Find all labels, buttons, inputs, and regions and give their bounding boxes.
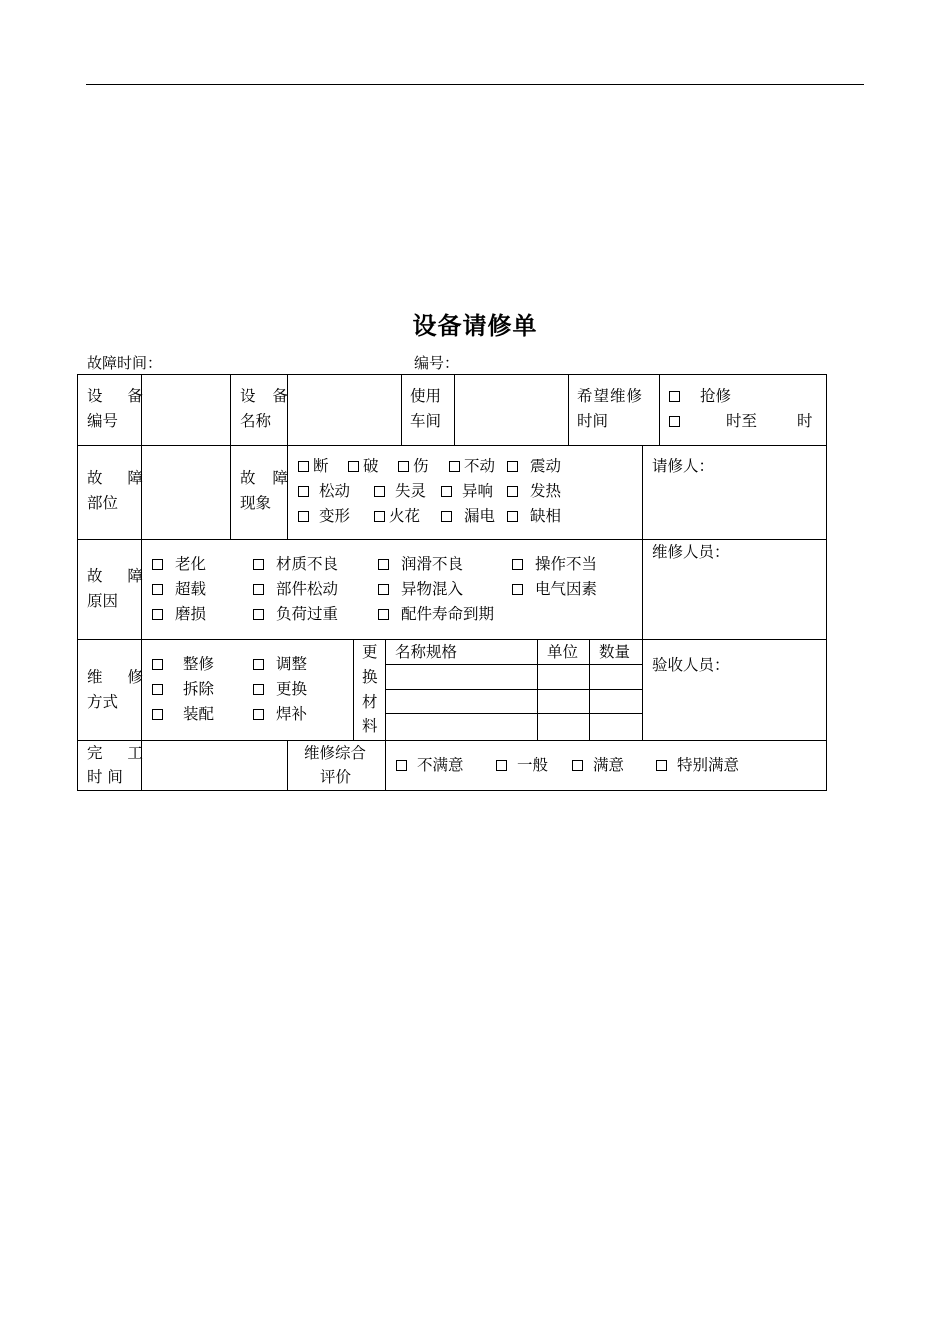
checkbox-icon[interactable] xyxy=(253,559,264,570)
checkbox-icon[interactable] xyxy=(507,511,518,522)
equip-name-label-2: 名称 xyxy=(240,412,272,430)
workshop-label-2: 车间 xyxy=(410,412,442,430)
phenomenon-option[interactable]: 伤 xyxy=(398,454,429,479)
requester-label: 请修人： xyxy=(652,457,715,475)
method-option[interactable]: 拆除 xyxy=(152,677,214,702)
fault-time-label: 故障时间： xyxy=(87,354,163,372)
checkbox-icon[interactable] xyxy=(152,609,163,620)
time-range xyxy=(669,409,813,434)
checkbox-icon[interactable] xyxy=(449,461,460,472)
fault-part-label-2: 部位 xyxy=(87,494,119,512)
checkbox-icon[interactable] xyxy=(507,461,518,472)
cause-option[interactable]: 材质不良 xyxy=(253,552,338,577)
cause-option[interactable]: 磨损 xyxy=(152,602,206,627)
checkbox-icon[interactable] xyxy=(441,486,452,497)
fault-phenomenon-label-2: 现象 xyxy=(240,494,272,512)
rating-option[interactable]: 满意 xyxy=(572,753,624,778)
desired-time-label-1: 希望维修 xyxy=(577,387,644,405)
phenomenon-option[interactable]: 不动 xyxy=(449,454,495,479)
equip-name-label-1: 设 备 xyxy=(240,387,294,405)
phenomenon-option[interactable]: 松动 xyxy=(298,479,350,504)
fault-part-field[interactable] xyxy=(148,452,224,532)
fault-part-label-1: 故 障 xyxy=(87,469,153,487)
replace-material-char: 料 xyxy=(362,717,378,735)
row-divider xyxy=(77,740,827,741)
phenomenon-option[interactable]: 异响 xyxy=(441,479,493,504)
table-border-right xyxy=(826,374,827,791)
time-from-label: 时至 xyxy=(726,412,758,430)
phenomenon-option[interactable]: 漏电 xyxy=(441,504,495,529)
cause-option[interactable]: 润滑不良 xyxy=(378,552,463,577)
checkbox-icon[interactable] xyxy=(669,416,680,427)
cause-option[interactable]: 超载 xyxy=(152,577,206,602)
phenomenon-option[interactable]: 发热 xyxy=(507,479,561,504)
repair-method-label-1: 维 修 xyxy=(87,668,153,686)
checkbox-icon[interactable] xyxy=(396,760,407,771)
checkbox-icon[interactable] xyxy=(572,760,583,771)
checkbox-icon[interactable] xyxy=(378,609,389,620)
phenomenon-option[interactable]: 断 xyxy=(298,454,329,479)
phenomenon-option[interactable]: 变形 xyxy=(298,504,350,529)
checkbox-icon[interactable] xyxy=(512,559,523,570)
replace-material-char: 材 xyxy=(362,693,378,711)
col-divider xyxy=(353,639,354,740)
checkbox-icon[interactable] xyxy=(152,709,163,720)
urgent-option[interactable]: 抢修 xyxy=(669,384,731,409)
completion-label-2: 时 间 xyxy=(87,768,123,786)
rating-option[interactable]: 不满意 xyxy=(396,753,464,778)
repair-method-label-2: 方式 xyxy=(87,693,119,711)
method-option[interactable]: 更换 xyxy=(253,677,307,702)
checkbox-icon[interactable] xyxy=(656,760,667,771)
cause-option[interactable]: 老化 xyxy=(152,552,206,577)
row-divider xyxy=(77,445,827,446)
equip-name-field[interactable] xyxy=(294,384,394,438)
checkbox-icon[interactable] xyxy=(253,609,264,620)
method-option[interactable]: 装配 xyxy=(152,702,214,727)
col-divider xyxy=(642,445,643,740)
replace-material-char: 更 xyxy=(362,643,378,661)
checkbox-icon[interactable] xyxy=(348,461,359,472)
checkbox-icon[interactable] xyxy=(298,511,309,522)
workshop-field[interactable] xyxy=(461,384,561,438)
fault-cause-label-2: 原因 xyxy=(87,592,119,610)
repairer-label: 维修人员： xyxy=(652,543,730,561)
equip-no-label-1: 设 备 xyxy=(87,387,153,405)
material-header-unit: 单位 xyxy=(547,643,579,661)
checkbox-icon[interactable] xyxy=(253,659,264,670)
checkbox-icon[interactable] xyxy=(253,684,264,695)
col-divider xyxy=(401,374,402,445)
material-row-line xyxy=(385,713,642,714)
method-option[interactable]: 焊补 xyxy=(253,702,307,727)
number-label: 编号： xyxy=(414,354,460,372)
rating-option[interactable]: 一般 xyxy=(496,753,548,778)
col-divider xyxy=(568,374,569,445)
checkbox-icon[interactable] xyxy=(669,391,680,402)
acceptor-label: 验收人员： xyxy=(652,656,730,674)
phenomenon-option[interactable]: 失灵 xyxy=(374,479,426,504)
checkbox-icon[interactable] xyxy=(152,684,163,695)
workshop-label-1: 使用 xyxy=(410,387,442,405)
method-option[interactable]: 整修 xyxy=(152,652,214,677)
time-to-label: 时 xyxy=(797,412,813,430)
cause-option[interactable]: 配件寿命到期 xyxy=(378,602,494,627)
table-border-top xyxy=(77,374,827,375)
col-divider xyxy=(287,740,288,790)
table-border-left xyxy=(77,374,78,791)
checkbox-icon[interactable] xyxy=(298,461,309,472)
table-border-bottom xyxy=(77,790,827,791)
checkbox-icon[interactable] xyxy=(512,584,523,595)
material-header-spec: 名称规格 xyxy=(395,643,458,661)
checkbox-icon[interactable] xyxy=(152,659,163,670)
col-divider xyxy=(659,374,660,445)
checkbox-icon[interactable] xyxy=(152,584,163,595)
cause-option[interactable]: 电气因素 xyxy=(512,577,597,602)
col-divider xyxy=(230,445,231,539)
fault-phenomenon-label-1: 故 障 xyxy=(240,469,294,487)
cause-option[interactable]: 异物混入 xyxy=(378,577,463,602)
header-rule xyxy=(86,84,864,85)
equip-no-label-2: 编号 xyxy=(87,412,119,430)
checkbox-icon[interactable] xyxy=(507,486,518,497)
checkbox-icon[interactable] xyxy=(253,584,264,595)
replace-material-char: 换 xyxy=(362,668,378,686)
phenomenon-option[interactable]: 缺相 xyxy=(507,504,561,529)
cause-option[interactable]: 负荷过重 xyxy=(253,602,338,627)
method-option[interactable]: 调整 xyxy=(253,652,307,677)
rating-option[interactable]: 特别满意 xyxy=(656,753,739,778)
cause-option[interactable]: 操作不当 xyxy=(512,552,597,577)
checkbox-icon[interactable] xyxy=(441,511,452,522)
checkbox-icon[interactable] xyxy=(378,559,389,570)
col-divider xyxy=(287,445,288,539)
checkbox-icon[interactable] xyxy=(398,461,409,472)
fault-cause-label-1: 故 障 xyxy=(87,567,153,585)
checkbox-icon[interactable] xyxy=(374,486,385,497)
col-divider xyxy=(454,374,455,445)
equip-no-field[interactable] xyxy=(148,384,224,438)
material-header-qty: 数量 xyxy=(599,643,631,661)
checkbox-icon[interactable] xyxy=(374,511,385,522)
phenomenon-option[interactable]: 火花 xyxy=(374,504,420,529)
col-divider xyxy=(589,639,590,740)
checkbox-icon[interactable] xyxy=(496,760,507,771)
evaluation-label-2: 评价 xyxy=(320,768,352,786)
desired-time-label-2: 时间 xyxy=(577,412,609,430)
cause-option[interactable]: 部件松动 xyxy=(253,577,338,602)
phenomenon-option[interactable]: 震动 xyxy=(507,454,561,479)
completion-label-1: 完 工 xyxy=(87,744,153,762)
col-divider xyxy=(230,374,231,445)
col-divider xyxy=(537,639,538,740)
checkbox-icon[interactable] xyxy=(152,559,163,570)
checkbox-icon[interactable] xyxy=(298,486,309,497)
checkbox-icon[interactable] xyxy=(253,709,264,720)
evaluation-label-1: 维修综合 xyxy=(304,744,367,762)
form-title: 设备请修单 xyxy=(412,311,538,340)
checkbox-icon[interactable] xyxy=(378,584,389,595)
col-divider xyxy=(385,639,386,791)
completion-time-field[interactable] xyxy=(148,745,280,785)
phenomenon-option[interactable]: 破 xyxy=(348,454,379,479)
material-row-line xyxy=(385,689,642,690)
